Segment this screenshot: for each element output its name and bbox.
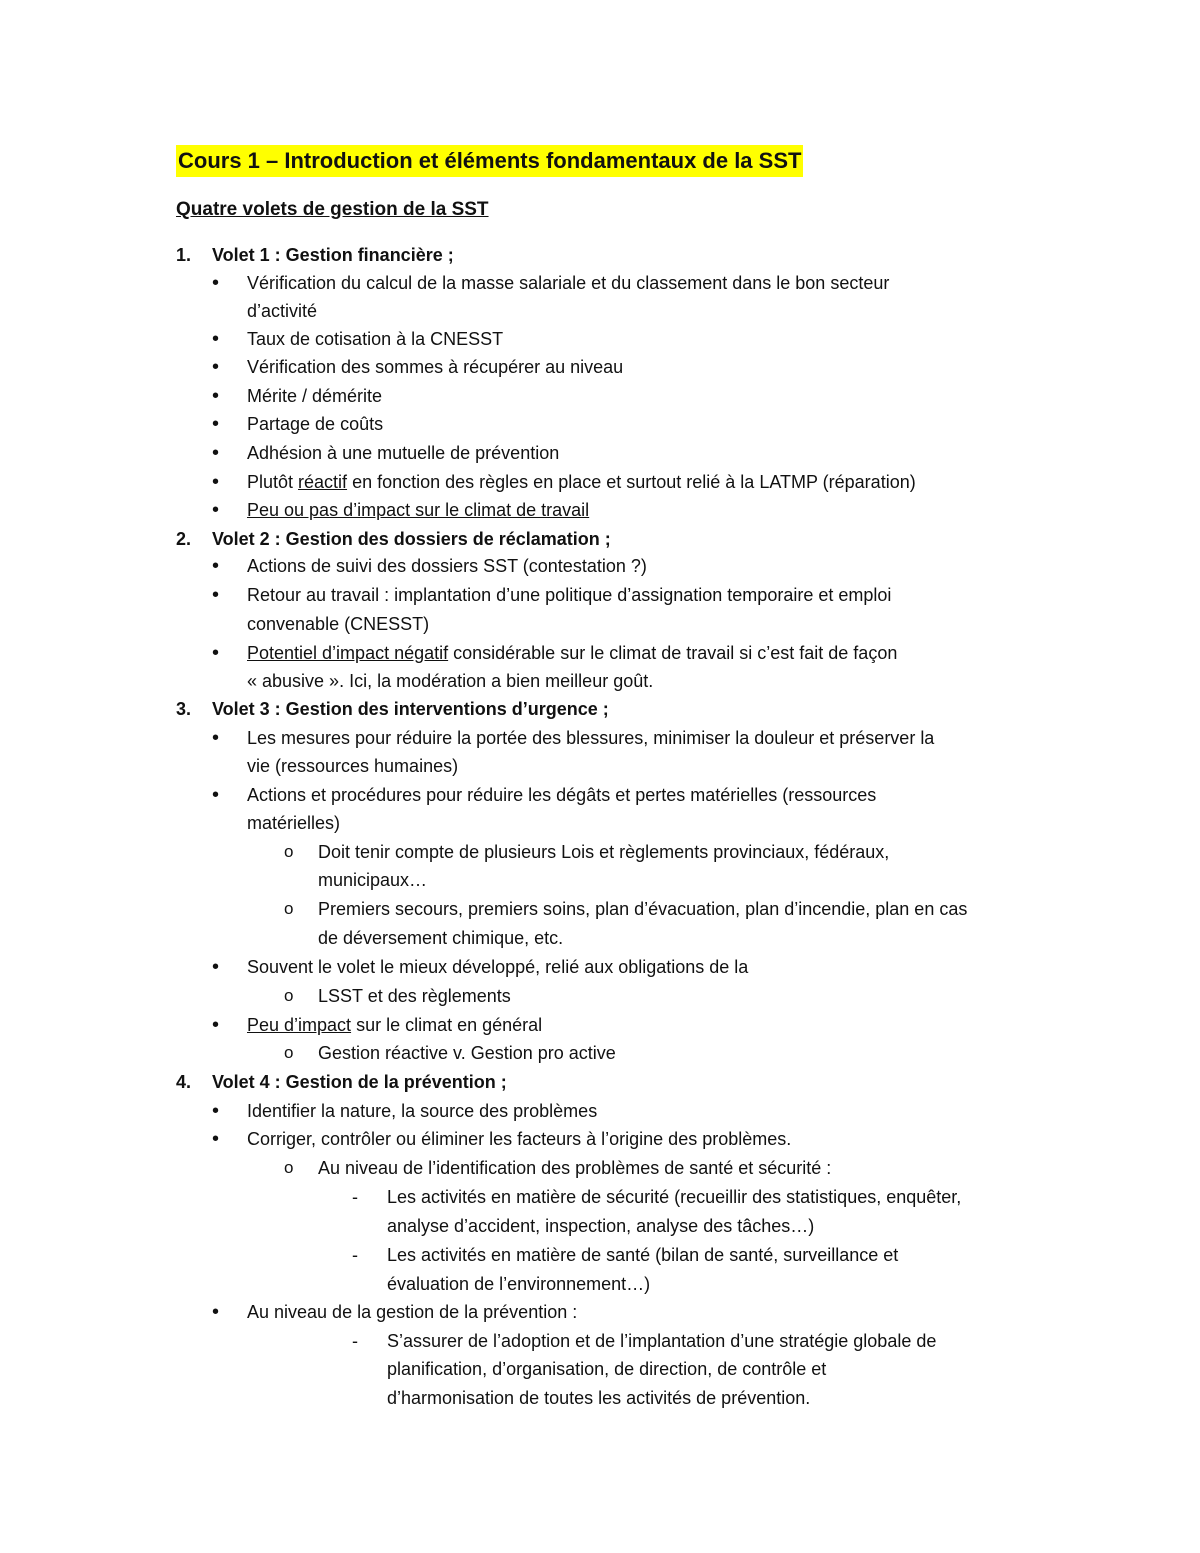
list-item (318, 840, 889, 864)
underlined-text: Peu d’impact (247, 1015, 352, 1035)
list-item-continuation (247, 754, 458, 778)
list-item (247, 355, 623, 379)
list-item (387, 1329, 936, 1353)
text-segment: Les activités en matière de sécurité (recueillir des statistiques, enquêter, (387, 1187, 962, 1207)
text-segment: en fonction des règles en place et surtout relié à la LATMP (réparation) (347, 472, 916, 492)
bullet-marker: • (212, 328, 220, 350)
list-item (247, 554, 647, 578)
list-number: 4. (176, 1072, 192, 1092)
sub-bullet-marker: o (284, 842, 294, 861)
text-segment: Partage de coûts (247, 414, 384, 434)
text-segment: d’harmonisation de toutes les activités de prévention. (387, 1388, 811, 1408)
list-item (247, 271, 889, 295)
underlined-text: Peu ou pas d’impact sur le climat de travail (247, 500, 590, 520)
text-segment: Plutôt (247, 472, 299, 492)
text-segment: Doit tenir compte de plusieurs Lois et règlements provinciaux, fédéraux, (318, 842, 890, 862)
bullet-marker: • (212, 272, 220, 294)
list-item-continuation (247, 299, 317, 323)
page-title: Cours 1 – Introduction et éléments fondamentaux de la SST (176, 145, 803, 177)
section-heading: Quatre volets de gestion de la SST (176, 199, 489, 220)
list-item (247, 1099, 597, 1123)
text-segment: évaluation de l’environnement…) (387, 1274, 651, 1294)
list-item (318, 897, 967, 921)
list-item (247, 955, 748, 979)
volet-heading-text: Volet 2 : Gestion des dossiers de réclamation ; (212, 529, 611, 549)
bullet-marker: • (212, 1014, 220, 1036)
text-segment: sur le climat en général (351, 1015, 543, 1035)
list-item-continuation (318, 926, 563, 950)
text-segment: analyse d’accident, inspection, analyse des tâches…) (387, 1216, 815, 1236)
bullet-marker: • (212, 1100, 220, 1122)
text-segment: Vérification du calcul de la masse salariale et du classement dans le bon secteur (247, 273, 890, 293)
dash-marker: - (352, 1331, 358, 1351)
text-segment: « abusive ». Ici, la modération a bien meilleur goût. (247, 671, 654, 691)
list-item (247, 641, 897, 665)
list-item (387, 1185, 961, 1209)
text-segment: municipaux… (318, 870, 428, 890)
sub-bullet-marker: o (284, 1043, 294, 1062)
list-item (247, 1127, 791, 1151)
text-segment: convenable (CNESST) (247, 614, 430, 634)
list-item-continuation (247, 811, 340, 835)
bullet-marker: • (212, 413, 220, 435)
list-item-continuation (318, 868, 427, 892)
list-item (318, 1041, 616, 1065)
sub-bullet-marker: o (284, 1158, 294, 1177)
list-number: 1. (176, 245, 192, 265)
list-item (318, 984, 511, 1008)
list-item (247, 726, 934, 750)
text-segment: Mérite / démérite (247, 386, 383, 406)
bullet-marker: • (212, 471, 220, 493)
text-segment: Gestion réactive v. Gestion pro active (318, 1043, 616, 1063)
text-segment: de déversement chimique, etc. (318, 928, 564, 948)
list-item (247, 441, 559, 465)
list-item-continuation (387, 1386, 810, 1410)
text-segment: Au niveau de l’identification des problèmes de santé et sécurité : (318, 1158, 832, 1178)
text-segment: Vérification des sommes à récupérer au niveau (247, 357, 624, 377)
bullet-marker: • (212, 356, 220, 378)
list-item (247, 498, 589, 522)
bullet-marker: • (212, 442, 220, 464)
list-item-continuation (387, 1214, 814, 1238)
text-segment: Adhésion à une mutuelle de prévention (247, 443, 560, 463)
list-item-continuation (387, 1357, 826, 1381)
bullet-marker: • (212, 499, 220, 521)
bullet-marker: • (212, 1301, 220, 1323)
list-item-continuation (247, 612, 429, 636)
list-item (247, 327, 503, 351)
list-item (212, 527, 611, 551)
bullet-marker: • (212, 956, 220, 978)
text-segment: matérielles) (247, 813, 341, 833)
text-segment: LSST et des règlements (318, 986, 511, 1006)
bullet-marker: • (212, 385, 220, 407)
list-item (212, 243, 454, 267)
bullet-marker: • (212, 1128, 220, 1150)
list-item (247, 384, 382, 408)
text-segment: Identifier la nature, la source des problèmes (247, 1101, 598, 1121)
dash-marker: - (352, 1245, 358, 1265)
volet-heading-text: Volet 3 : Gestion des interventions d’urgence ; (212, 699, 609, 719)
text-segment: Au niveau de la gestion de la prévention : (247, 1302, 578, 1322)
bullet-marker: • (212, 727, 220, 749)
list-number: 2. (176, 529, 192, 549)
text-segment: Actions et procédures pour réduire les dégâts et pertes matérielles (ressources (247, 785, 877, 805)
bullet-marker: • (212, 784, 220, 806)
text-segment: d’activité (247, 301, 318, 321)
underlined-text: réactif (298, 472, 348, 492)
dash-marker: - (352, 1187, 358, 1207)
bullet-marker: • (212, 584, 220, 606)
text-segment: planification, d’organisation, de direction, de contrôle et (387, 1359, 827, 1379)
bullet-marker: • (212, 555, 220, 577)
text-segment: vie (ressources humaines) (247, 756, 459, 776)
text-segment: Retour au travail : implantation d’une politique d’assignation temporaire et emploi (247, 585, 892, 605)
list-item-continuation (387, 1272, 650, 1296)
list-number: 3. (176, 699, 192, 719)
text-segment: Taux de cotisation à la CNESST (247, 329, 504, 349)
list-item (247, 783, 876, 807)
list-item (247, 1300, 577, 1324)
list-item (247, 412, 383, 436)
sub-bullet-marker: o (284, 986, 294, 1005)
volet-heading-text: Volet 1 : Gestion financière ; (212, 245, 454, 265)
text-segment: Actions de suivi des dossiers SST (contestation ?) (247, 556, 647, 576)
list-item (387, 1243, 898, 1267)
text-segment: considérable sur le climat de travail si c’est fait de façon (448, 643, 898, 663)
list-item (212, 1070, 507, 1094)
list-item (318, 1156, 831, 1180)
list-item (247, 470, 916, 494)
list-item (212, 697, 609, 721)
text-segment: Souvent le volet le mieux développé, relié aux obligations de la (247, 957, 749, 977)
text-segment: Corriger, contrôler ou éliminer les facteurs à l’origine des problèmes. (247, 1129, 792, 1149)
text-segment: S’assurer de l’adoption et de l’implantation d’une stratégie globale de (387, 1331, 937, 1351)
bullet-marker: • (212, 642, 220, 664)
text-segment: Les activités en matière de santé (bilan de santé, surveillance et (387, 1245, 899, 1265)
text-segment: Premiers secours, premiers soins, plan d’évacuation, plan d’incendie, plan en cas (318, 899, 968, 919)
list-item-continuation (247, 669, 653, 693)
list-item (247, 1013, 542, 1037)
text-segment: Les mesures pour réduire la portée des blessures, minimiser la douleur et préserver la (247, 728, 935, 748)
sub-bullet-marker: o (284, 899, 294, 918)
underlined-text: Potentiel d’impact négatif (247, 643, 449, 663)
volet-heading-text: Volet 4 : Gestion de la prévention ; (212, 1072, 507, 1092)
list-item (247, 583, 891, 607)
